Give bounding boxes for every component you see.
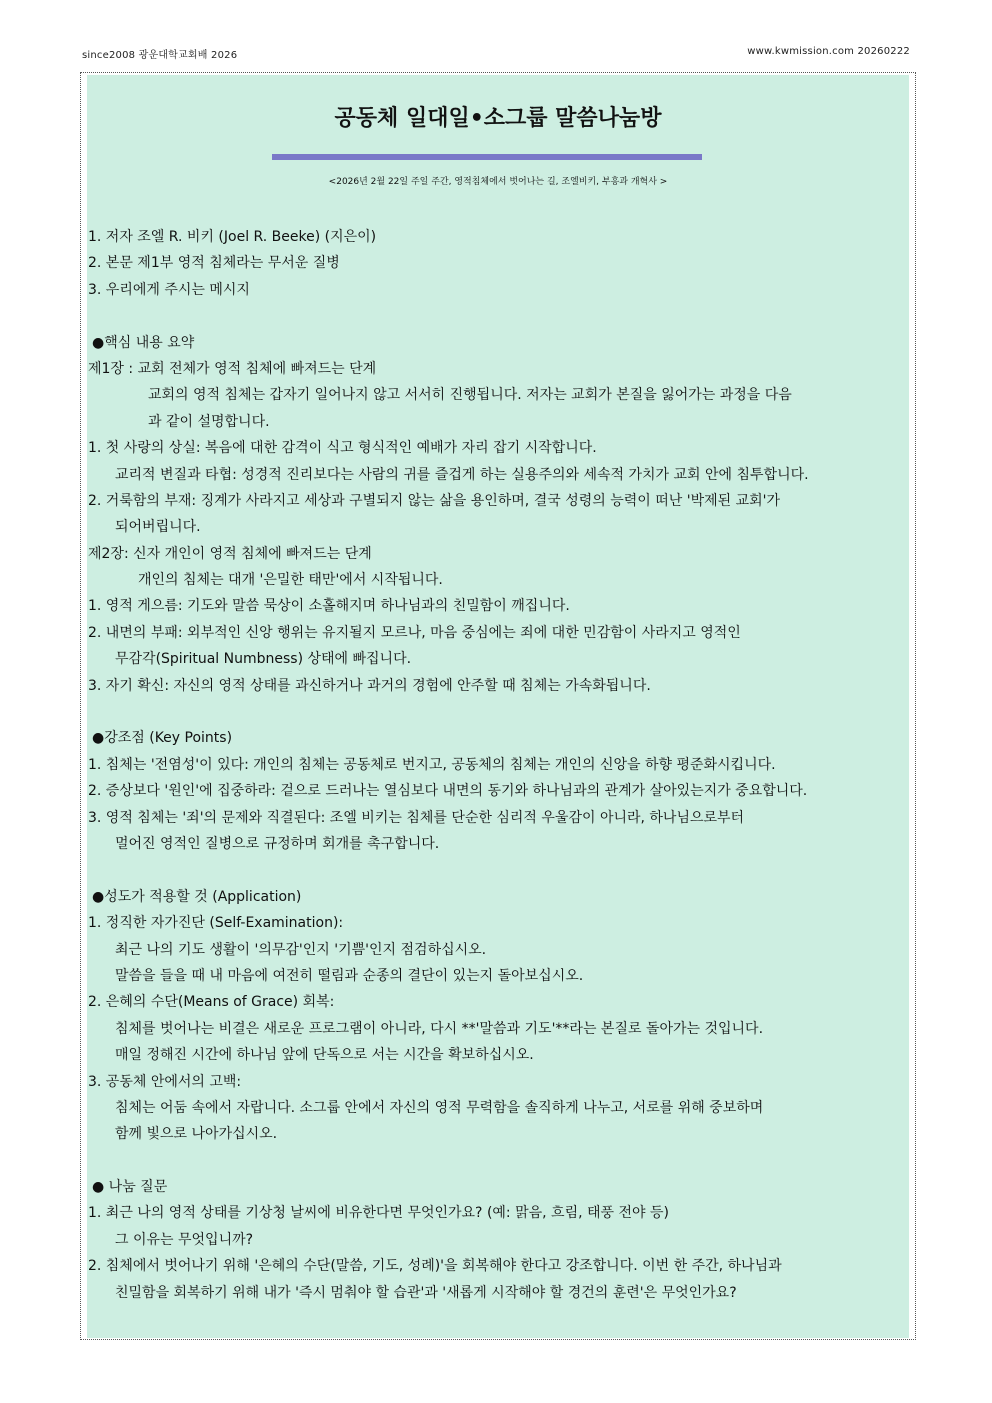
key-point-item: 3. 영적 침체는 '죄'의 문제와 직결된다: 조엘 비키는 침체를 단순한 심리적 우울감이 아니라, 하나님으로부터 bbox=[88, 809, 745, 826]
chapter1-item: 1. 첫 사랑의 상실: 복음에 대한 감격이 식고 형식적인 예배가 자리 잡기 시작합니다. bbox=[88, 440, 597, 457]
key-points-heading: ●강조점 (Key Points) bbox=[92, 730, 233, 747]
chapter1-desc: 과 같이 설명합니다. bbox=[148, 413, 270, 430]
chapter1-item: 교리적 변질과 타협: 성경적 진리보다는 사람의 귀를 즐겁게 하는 실용주의와 세속적 가치가 교회 안에 침투합니다. bbox=[115, 466, 809, 483]
page-subtitle: <2026년 2월 22일 주일 주간, 영적침체에서 벗어나는 길, 조엘비키, 부흥과 개혁사 > bbox=[328, 177, 668, 187]
title-divider bbox=[272, 154, 702, 160]
chapter2-item: 3. 자기 확신: 자신의 영적 상태를 과신하거나 과거의 경험에 안주할 때 침체는 가속화됩니다. bbox=[88, 677, 651, 694]
intro-line: 2. 본문 제1부 영적 침체라는 무서운 질병 bbox=[88, 255, 340, 272]
questions-heading: ● 나눔 질문 bbox=[92, 1179, 168, 1196]
key-point-item: 2. 증상보다 '원인'에 집중하라: 겉으로 드러나는 열심보다 내면의 동기와 하나님과의 관계가 살아있는지가 중요합니다. bbox=[88, 783, 808, 800]
key-point-item: 멀어진 영적인 질병으로 규정하며 회개를 촉구합니다. bbox=[115, 835, 440, 852]
application-detail: 함께 빛으로 나아가십시오. bbox=[115, 1126, 278, 1143]
chapter2-item: 무감각(Spiritual Numbness) 상태에 빠집니다. bbox=[115, 651, 412, 668]
application-detail: 말씀을 들을 때 내 마음에 여전히 떨림과 순종의 결단이 있는지 돌아보십시오. bbox=[115, 967, 584, 984]
question-item: 그 이유는 무엇입니까? bbox=[115, 1231, 254, 1248]
application-detail: 최근 나의 기도 생활이 '의무감'인지 '기쁨'인지 점검하십시오. bbox=[115, 941, 487, 958]
intro-line: 3. 우리에게 주시는 메시지 bbox=[88, 281, 250, 298]
application-heading: ●성도가 적용할 것 (Application) bbox=[92, 888, 302, 905]
key-point-item: 1. 침체는 '전염성'이 있다: 개인의 침체는 공동체로 번지고, 공동체의 침체는 개인의 신앙을 하향 평준화시킵니다. bbox=[88, 756, 776, 773]
application-item: 3. 공동체 안에서의 고백: bbox=[88, 1073, 242, 1090]
chapter2-item: 1. 영적 게으름: 기도와 말씀 묵상이 소홀해지며 하나님과의 친밀함이 깨집니다. bbox=[88, 598, 570, 615]
question-item: 2. 침체에서 벗어나기 위해 '은혜의 수단(말씀, 기도, 성례)'을 회복해야 한다고 강조합니다. 이번 한 주간, 하나님과 bbox=[88, 1258, 782, 1275]
chapter1-title: 제1장 : 교회 전체가 영적 침체에 빠져드는 단계 bbox=[88, 360, 377, 377]
chapter2-desc: 개인의 침체는 대개 '은밀한 태만'에서 시작됩니다. bbox=[138, 572, 443, 589]
page-title: 공동체 일대일•소그룹 말씀나눔방 bbox=[334, 106, 662, 131]
header-right: www.kwmission.com 20260222 bbox=[747, 46, 910, 57]
question-item: 1. 최근 나의 영적 상태를 기상청 날씨에 비유한다면 무엇인가요? (예: 맑음, 흐림, 태풍 전야 등) bbox=[88, 1205, 669, 1222]
header-left: since2008 광운대학교회배 2026 bbox=[82, 50, 238, 61]
chapter1-item: 2. 거룩함의 부재: 징계가 사라지고 세상과 구별되지 않는 삶을 용인하며, 결국 성령의 능력이 떠난 '박제된 교회'가 bbox=[88, 492, 781, 509]
chapter2-title: 제2장: 신자 개인이 영적 침체에 빠져드는 단계 bbox=[88, 545, 372, 562]
application-item: 2. 은혜의 수단(Means of Grace) 회복: bbox=[88, 994, 335, 1011]
application-detail: 매일 정해진 시간에 하나님 앞에 단독으로 서는 시간을 확보하십시오. bbox=[115, 1047, 534, 1064]
document-body bbox=[88, 224, 888, 1306]
chapter2-item: 2. 내면의 부패: 외부적인 신앙 행위는 유지될지 모르나, 마음 중심에는 죄에 대한 민감함이 사라지고 영적인 bbox=[88, 624, 741, 641]
intro-line: 1. 저자 조엘 R. 비키 (Joel R. Beeke) (지은이) bbox=[88, 229, 377, 245]
question-item: 친밀함을 회복하기 위해 내가 '즉시 멈춰야 할 습관'과 '새롭게 시작해야 할 경건의 훈련'은 무엇인가요? bbox=[115, 1284, 737, 1301]
application-detail: 침체는 어둠 속에서 자랍니다. 소그룹 안에서 자신의 영적 무력함을 솔직하게 나누고, 서로를 위해 중보하며 bbox=[115, 1099, 764, 1116]
application-detail: 침체를 벗어나는 비결은 새로운 프로그램이 아니라, 다시 **'말씀과 기도'**라는 본질로 돌아가는 것입니다. bbox=[115, 1020, 764, 1037]
chapter1-desc: 교회의 영적 침체는 갑자기 일어나지 않고 서서히 진행됩니다. 저자는 교회가 본질을 잃어가는 과정을 다음 bbox=[148, 387, 792, 404]
application-item: 1. 정직한 자가진단 (Self-Examination): bbox=[88, 915, 344, 932]
summary-heading: ●핵심 내용 요약 bbox=[92, 334, 195, 351]
chapter1-item: 되어버립니다. bbox=[115, 519, 201, 536]
